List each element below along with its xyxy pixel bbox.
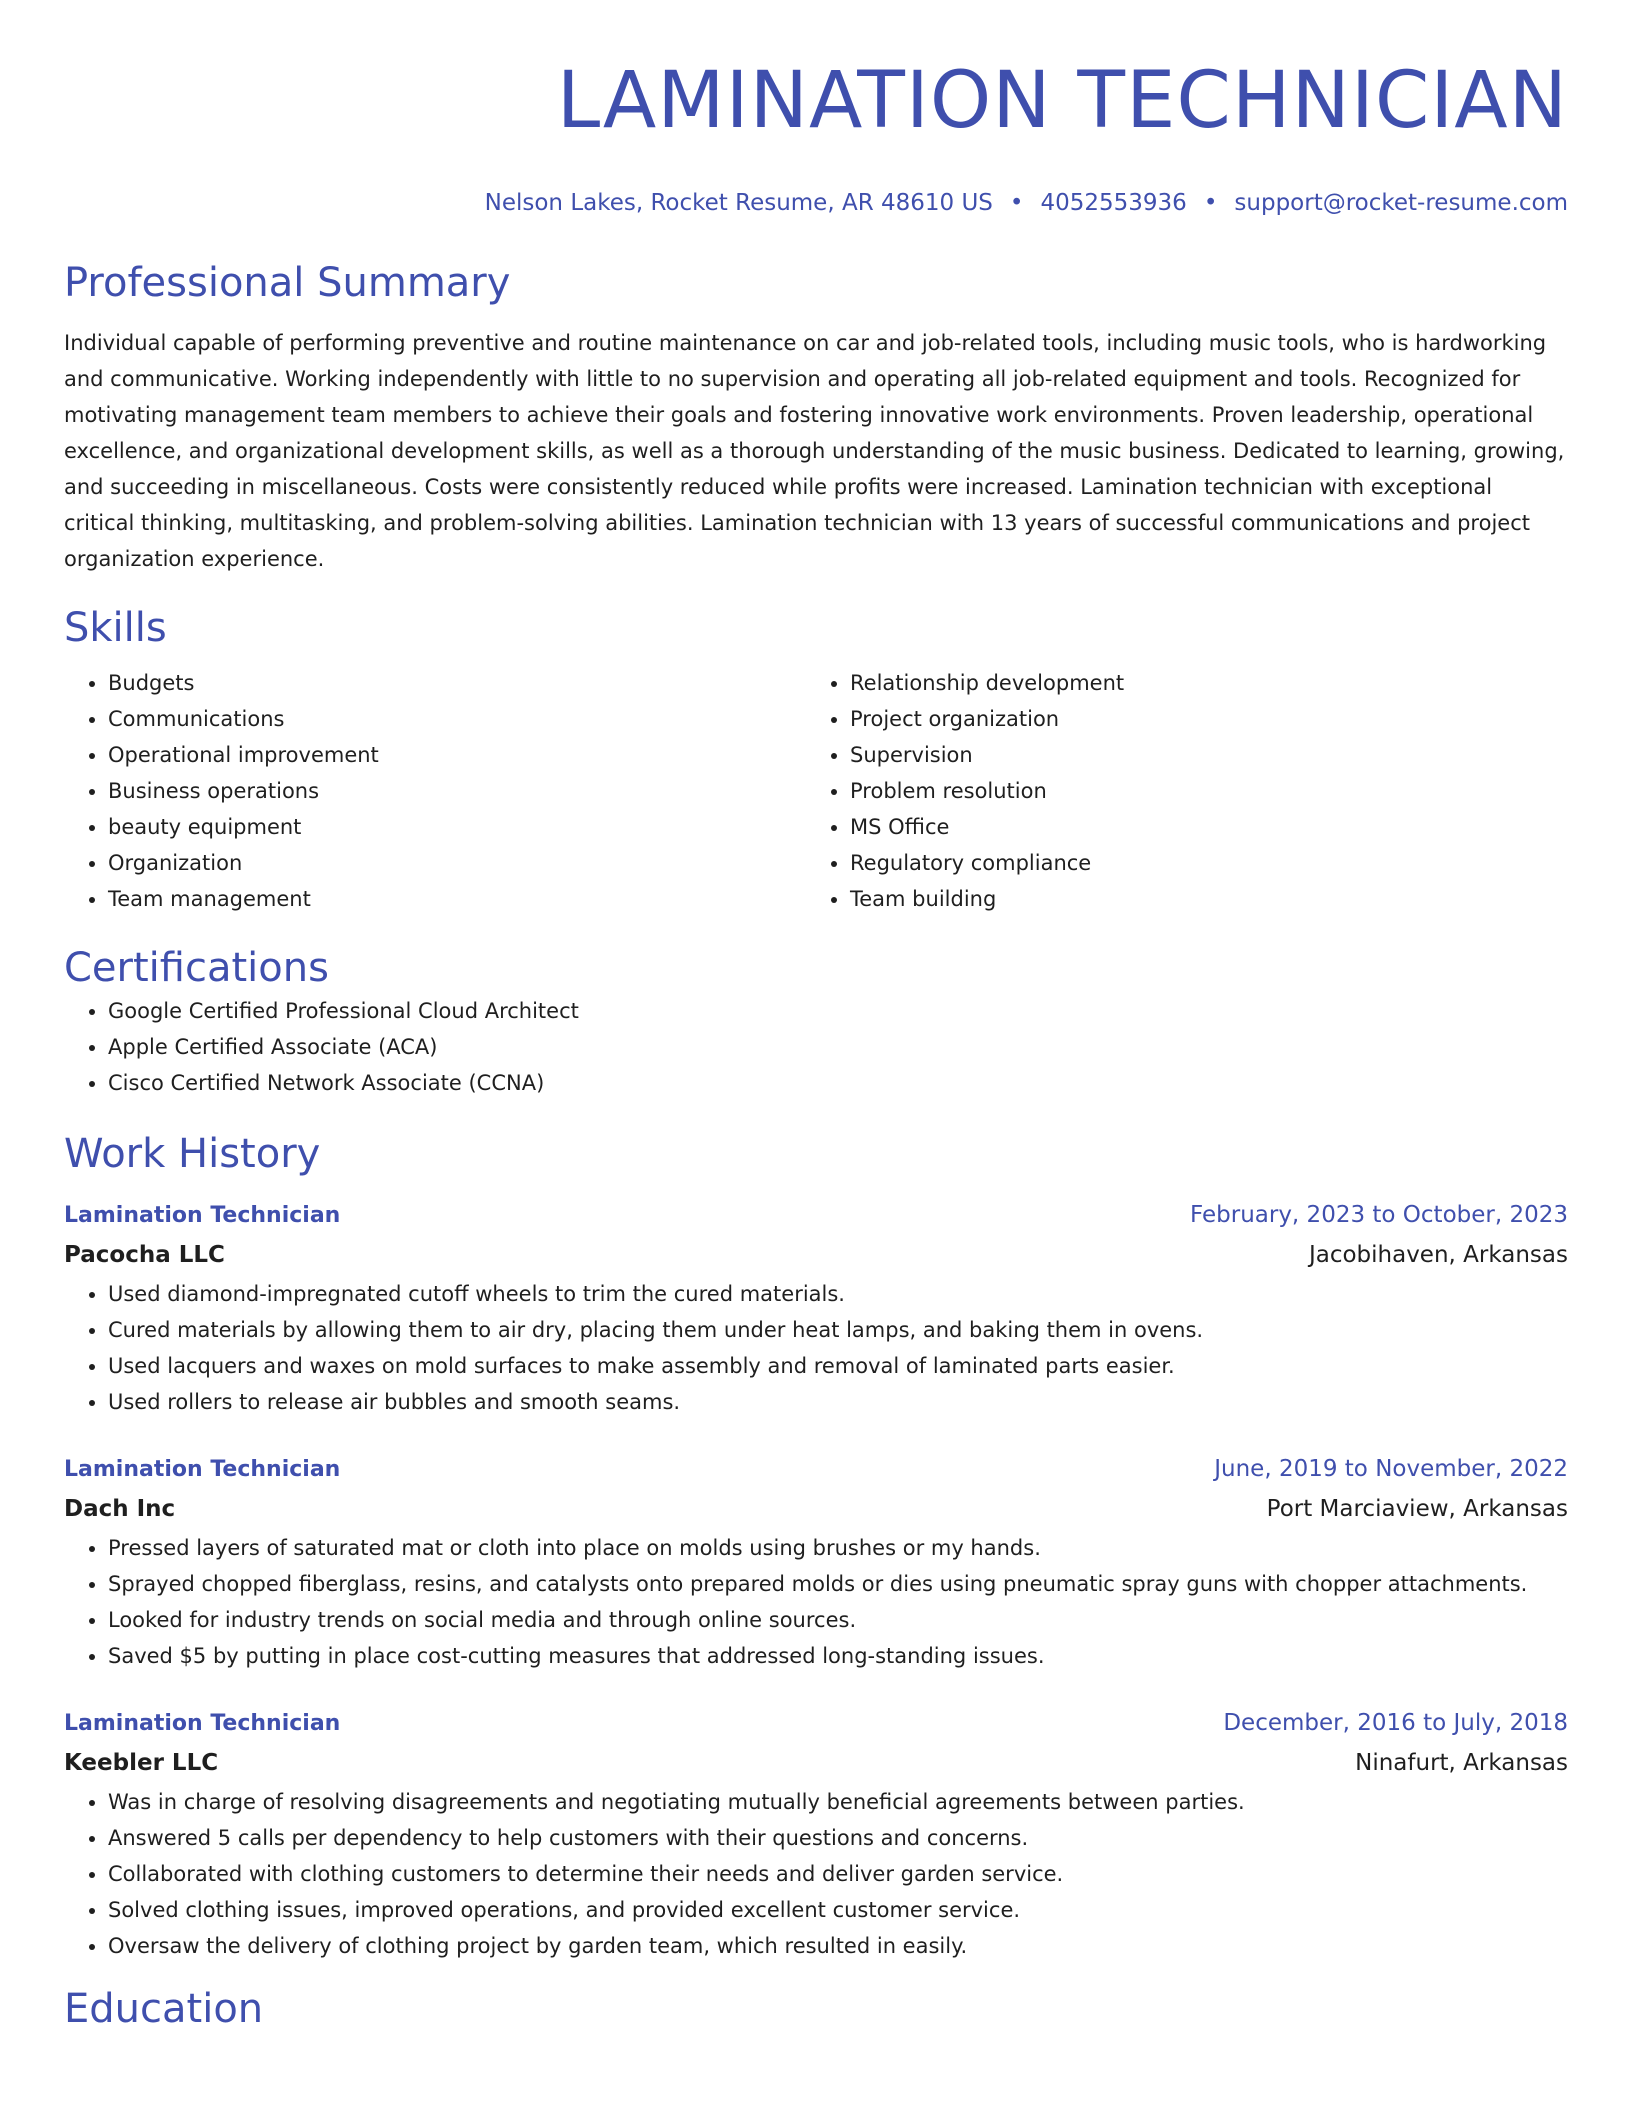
job-bullet: • Oversaw the delivery of clothing project by garden team, which resulted in easily. <box>108 1928 1568 1964</box>
skill-item: • Supervision <box>850 737 1548 773</box>
job-dates: February, 2023 to October, 2023 <box>1190 1202 1568 1228</box>
certifications-list <box>64 993 1568 1101</box>
certification-item: • Google Certified Professional Cloud Architect <box>108 993 1568 1029</box>
skill-item: • beauty equipment <box>108 809 806 845</box>
job-role: Lamination Technician <box>64 1203 341 1228</box>
job-entry <box>64 1451 1568 1674</box>
job-header-row <box>64 1705 1568 1742</box>
skills-column-right <box>806 665 1548 917</box>
job-bullet: • Pressed layers of saturated mat or cloth into place on molds using brushes or my hands. <box>108 1530 1568 1566</box>
job-role: Lamination Technician <box>64 1457 341 1482</box>
skill-item: • Team management <box>108 881 806 917</box>
job-dates: December, 2016 to July, 2018 <box>1223 1710 1568 1736</box>
job-location: Ninafurt, Arkansas <box>1355 1750 1568 1776</box>
skill-item: • Regulatory compliance <box>850 845 1548 881</box>
job-company-row <box>64 1488 1568 1530</box>
contact-email[interactable]: support@rocket-resume.com <box>1234 190 1568 216</box>
skills-column-left <box>64 665 806 917</box>
job-role: Lamination Technician <box>64 1711 341 1736</box>
contact-separator: • <box>1009 190 1024 216</box>
job-bullet: • Was in charge of resolving disagreements and negotiating mutually beneficial agreements between parties. <box>108 1784 1568 1820</box>
job-bullet: • Answered 5 calls per dependency to help customers with their questions and concerns. <box>108 1820 1568 1856</box>
job-bullet-list <box>64 1784 1568 1964</box>
job-bullet: • Sprayed chopped fiberglass, resins, and catalysts onto prepared molds or dies using pneumatic spray guns with chopper attachments. <box>108 1566 1568 1602</box>
skill-item: • Organization <box>108 845 806 881</box>
skill-item: • Operational improvement <box>108 737 806 773</box>
job-header-row <box>64 1197 1568 1234</box>
skill-item: • Team building <box>850 881 1548 917</box>
skill-item: • Business operations <box>108 773 806 809</box>
job-bullet: • Cured materials by allowing them to air dry, placing them under heat lamps, and baking them in ovens. <box>108 1312 1568 1348</box>
job-location: Jacobihaven, Arkansas <box>1308 1242 1568 1268</box>
work-history-heading: Work History <box>64 1131 321 1177</box>
job-header-row <box>64 1451 1568 1488</box>
skills-list-left <box>64 665 806 917</box>
skills-heading: Skills <box>64 605 167 651</box>
skill-item: • Communications <box>108 701 806 737</box>
contact-phone[interactable]: 4052553936 <box>1040 190 1187 216</box>
job-company-row <box>64 1742 1568 1784</box>
job-location: Port Marciaview, Arkansas <box>1266 1496 1568 1522</box>
job-company: Dach Inc <box>64 1496 176 1522</box>
job-bullet: • Used diamond-impregnated cutoff wheels to trim the cured materials. <box>108 1276 1568 1312</box>
contact-line <box>64 188 1568 218</box>
skill-item: • MS Office <box>850 809 1548 845</box>
job-bullet: • Used rollers to release air bubbles and smooth seams. <box>108 1384 1568 1420</box>
skill-item: • Budgets <box>108 665 806 701</box>
education-heading: Education <box>64 1986 264 2032</box>
job-bullet: • Looked for industry trends on social media and through online sources. <box>108 1602 1568 1638</box>
job-bullet: • Saved $5 by putting in place cost-cutting measures that addressed long-standing issues. <box>108 1638 1568 1674</box>
summary-text: Individual capable of performing preventive and routine maintenance on car and job-related tools, including music tools, who is hardworking and communicative. Working independently with little to no supervision and operating all job-related equipment and tools. Recognized for motivating management team members to achieve their goals and fostering innovative work environments. Proven leadership, operational excellence, and organizational development skills, as well as a thorough understanding of the music business. Dedicated to learning, growing, and succeeding in miscellaneous. Costs were consistently reduced while profits were increased. Lamination technician with exceptional critical thinking, multitasking, and problem-solving abilities. Lamination technician with 13 years of successful communications and project organization experience. <box>64 331 1565 571</box>
skills-list-right <box>806 665 1548 917</box>
job-entry <box>64 1197 1568 1420</box>
certification-item: • Apple Certified Associate (ACA) <box>108 1029 1568 1065</box>
resume-page <box>64 0 1568 2034</box>
certifications-heading: Certifications <box>64 945 329 991</box>
job-bullet-list <box>64 1530 1568 1674</box>
job-bullet: • Used lacquers and waxes on mold surfaces to make assembly and removal of laminated parts easier. <box>108 1348 1568 1384</box>
job-bullet: • Solved clothing issues, improved operations, and provided excellent customer service. <box>108 1892 1568 1928</box>
contact-address: Nelson Lakes, Rocket Resume, AR 48610 US <box>484 190 993 216</box>
job-company: Keebler LLC <box>64 1750 219 1776</box>
summary-heading: Professional Summary <box>64 260 511 306</box>
job-entry <box>64 1705 1568 1964</box>
job-bullet-list <box>64 1276 1568 1420</box>
resume-title: LAMINATION TECHNICIAN <box>556 56 1568 146</box>
job-company-row <box>64 1234 1568 1276</box>
certification-item: • Cisco Certified Network Associate (CCNA) <box>108 1065 1568 1101</box>
skill-item: • Relationship development <box>850 665 1548 701</box>
skill-item: • Project organization <box>850 701 1548 737</box>
job-company: Pacocha LLC <box>64 1242 225 1268</box>
job-dates: June, 2019 to November, 2022 <box>1214 1456 1568 1482</box>
skill-item: • Problem resolution <box>850 773 1548 809</box>
job-bullet: • Collaborated with clothing customers to determine their needs and deliver garden service. <box>108 1856 1568 1892</box>
skills-grid <box>64 665 1568 917</box>
contact-separator: • <box>1203 190 1218 216</box>
